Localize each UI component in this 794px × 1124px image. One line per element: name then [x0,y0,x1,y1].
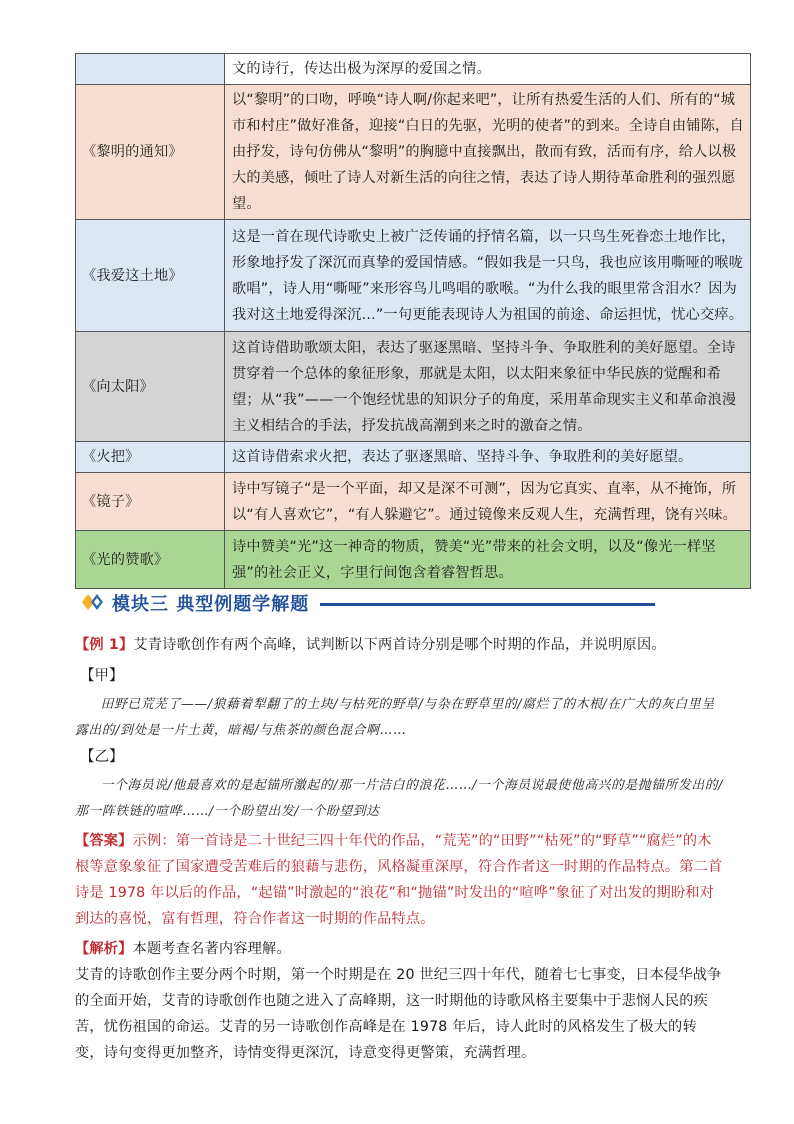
table-row [76,220,751,332]
analysis-lead [75,936,725,962]
example-question-text: 艾青诗歌创作有两个高峰，试判断以下两首诗分别是哪个时期的作品，并说明原因。 [133,637,666,653]
analysis-tag: 【解析】 [75,941,133,957]
poem-title-cell: 《向太阳》 [76,332,225,442]
poem-title-cell: 《光的赞歌》 [76,531,225,589]
table-row [76,531,751,589]
poem-desc-cell: 这首诗借索求火把，表达了驱逐黑暗、坚持斗争、争取胜利的美好愿望。 [225,442,751,473]
answer-tag: 【答案】 [75,833,133,849]
module-title: 模块三 典型例题学解题 [112,594,310,615]
table-row [76,442,751,473]
poem-yi: 一个海员说/他最喜欢的是起锚所激起的/那一片洁白的浪花……/一个海员说最使他高兴的是抛锚所发出的/那一阵铁链的喧哗……/一个盼望出发/一个盼望到达 [75,778,724,819]
example-tag: 【例 1】 [75,637,134,653]
analysis-lead-text: 本题考查名著内容理解。 [132,941,291,957]
poem-title-cell: 《火把》 [76,442,225,473]
poem-title-cell: 《镜子》 [76,473,225,531]
poem-title-cell: 《黎明的通知》 [76,85,225,220]
poem-desc-cell: 诗中写镜子“是一个平面，却又是深不可测”，因为它真实、直率，从不掩饰，所以“有人喜欢它”，“有人躲避它”。通过镜像来反观人生，充满哲理，饶有兴味。 [225,473,751,531]
table-row [76,473,751,531]
poem-desc-cell: 诗中赞美“光”这一神奇的物质，赞美“光”带来的社会文明，以及“像光一样坚强”的社会正义，字里行间饱含着睿智哲思。 [225,531,751,589]
poem-desc-cell: 这首诗借助歌颂太阳，表达了驱逐黑暗、坚持斗争、争取胜利的美好愿望。全诗贯穿着一个总体的象征形象，那就是太阳，以太阳来象征中华民族的觉醒和希望；从“我”——一个饱经忧患的知识分子的角度，采用革命现实主义和革命浪漫主义相结合的手法，抒发抗战高潮到来之时的激奋之情。 [225,332,751,442]
poem-jia: 田野已荒芜了——/狼藉着犁翻了的土块/与枯死的野草/与杂在野草里的/腐烂了的木根/在广大的灰白里呈露出的/到处是一片土黄，暗褐/与焦茶的颜色混合啊…… [75,697,715,738]
poem-label-jia: 【甲】 [80,668,124,684]
module-header [82,588,582,616]
poem-title-cell: 《我爱这土地》 [76,220,225,332]
poem-summary-table [75,53,751,589]
example-question [75,632,725,658]
poem-desc-cell: 文的诗行，传达出极为深厚的爱国之情。 [225,54,751,85]
double-diamond-icon [82,592,106,612]
answer-block [75,828,725,932]
table-row [76,85,751,220]
poem-label-yi: 【乙】 [80,749,124,765]
module-divider [320,603,655,606]
poem-desc-cell: 以“黎明”的口吻，呼唤“诗人啊/你起来吧”，让所有热爱生活的人们、所有的“城市和村庄”做好准备，迎接“白日的先驱，光明的使者”的到来。全诗自由铺陈，自由抒发，诗句仿佛从“黎明”的胸臆中直接飘出，散而有致，活而有序，给人以极大的美感，倾吐了诗人对新生活的向往之情，表达了诗人期待革命胜利的强烈愿望。 [225,85,751,220]
table-row [76,54,751,85]
poem-title-cell [76,54,225,85]
table-row [76,332,751,442]
analysis-text: 艾青的诗歌创作主要分两个时期，第一个时期是在 20 世纪三四十年代，随着七七事变，日本侵华战争的全面开始，艾青的诗歌创作也随之进入了高峰期，这一时期他的诗歌风格主要集中于悲悯人民的疾苦，忧伤祖国的命运。艾青的另一诗歌创作高峰是在 1978 年后，诗人此时的风格发生了极大的转变，诗句变得更加整齐，诗情变得更深沉，诗意变得更警策，充满哲理。 [75,967,722,1061]
poem-desc-cell: 这是一首在现代诗歌史上被广泛传诵的抒情名篇，以一只鸟生死眷恋土地作比，形象地抒发了深沉而真挚的爱国情感。“假如我是一只鸟，我也应该用嘶哑的喉咙歌唱”，诗人用“嘶哑”来形容鸟儿鸣唱的歌喉。“为什么我的眼里常含泪水？因为我对这土地爱得深沉…”一句更能表现诗人为祖国的前途、命运担忧，忧心交瘁。 [225,220,751,332]
answer-text: 示例：第一首诗是二十世纪三四十年代的作品，“荒芜”的“田野”“枯死”的“野草”“腐烂”的木根等意象象征了国家遭受苦难后的狼藉与悲伤，风格凝重深厚，符合作者这一时期的作品特点。第二首诗是 1978 年以后的作品，“起锚”时激起的“浪花”和“抛锚”时发出的“喧哗”象征了对出发的期盼和对到达的喜悦，富有哲理，符合作者这一时期的作品特点。 [75,833,723,927]
